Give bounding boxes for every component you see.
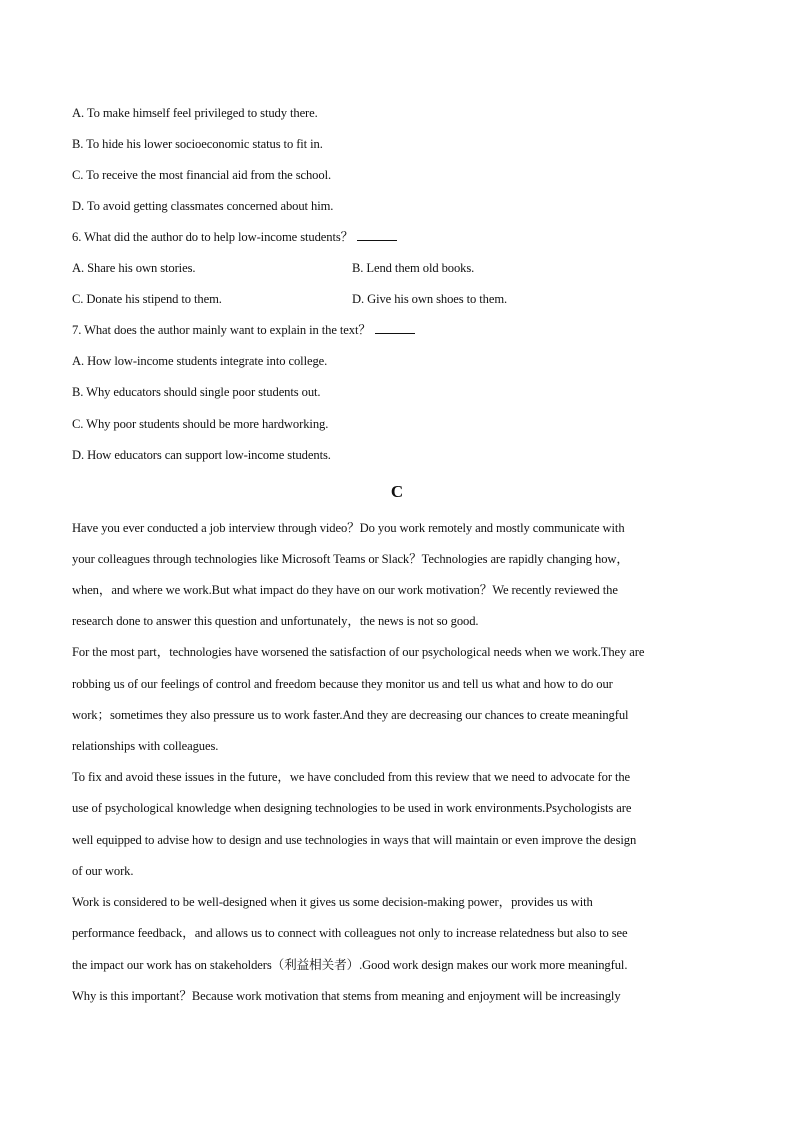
passage-line: Why is this important？Because work motivation that stems from meaning and enjoyment will be increasingly — [72, 989, 621, 1003]
passage-line: To fix and avoid these issues in the future，we have concluded from this review that we need to advocate for the — [72, 770, 631, 784]
q7-question-text: 7. What does the author mainly want to explain in the text？ — [72, 323, 371, 337]
section-title: C — [390, 482, 404, 501]
q7-option-b: B. Why educators should single poor students out. — [72, 385, 321, 399]
passage-line: your colleagues through technologies like Microsoft Teams or Slack？Technologies are rapidly changing how， — [72, 552, 629, 566]
q6-option-c: C. Donate his stipend to them. — [72, 292, 222, 306]
q7-question — [72, 322, 415, 338]
passage-line: when，and where we work.But what impact do they have on our work motivation？We recently reviewed the — [72, 583, 618, 597]
passage-line: work；sometimes they also pressure us to work faster.And they are decreasing our chances to create meaningful — [72, 708, 629, 722]
q7-option-c: C. Why poor students should be more hardworking. — [72, 417, 329, 431]
passage-line: well equipped to advise how to design and use technologies in ways that will maintain or even improve the design — [72, 833, 637, 847]
q5-option-c: C. To receive the most financial aid from the school. — [72, 168, 332, 182]
q6-answer-blank — [357, 230, 397, 241]
passage-line: For the most part，technologies have worsened the satisfaction of our psychological needs when we work.They are — [72, 645, 645, 659]
q6-option-d: D. Give his own shoes to them. — [352, 292, 508, 306]
q6-question-text: 6. What did the author do to help low-income students？ — [72, 230, 354, 244]
passage-line: performance feedback，and allows us to connect with colleagues not only to increase relatedness but also to see — [72, 926, 628, 940]
q7-option-d: D. How educators can support low-income students. — [72, 448, 331, 462]
q5-option-b: B. To hide his lower socioeconomic status to fit in. — [72, 137, 323, 151]
q6-option-b: B. Lend them old books. — [352, 261, 475, 275]
passage-line: use of psychological knowledge when designing technologies to be used in work environments.Psychologists are — [72, 801, 632, 815]
q7-answer-blank — [375, 323, 415, 334]
passage-line: robbing us of our feelings of control and freedom because they monitor us and tell us what and how to do our — [72, 677, 613, 691]
q5-option-a: A. To make himself feel privileged to study there. — [72, 106, 318, 120]
passage-line: the impact our work has on stakeholders（利益相关者）.Good work design makes our work more meaningful. — [72, 958, 628, 972]
passage-line: of our work. — [72, 864, 134, 878]
q7-option-a: A. How low-income students integrate into college. — [72, 354, 328, 368]
q6-question — [72, 229, 397, 245]
passage-line: research done to answer this question and unfortunately，the news is not so good. — [72, 614, 479, 628]
q5-option-d: D. To avoid getting classmates concerned about him. — [72, 199, 334, 213]
passage-line: relationships with colleagues. — [72, 739, 219, 753]
passage-line: Work is considered to be well-designed when it gives us some decision-making power，provides us with — [72, 895, 593, 909]
q6-option-a: A. Share his own stories. — [72, 261, 196, 275]
passage-line: Have you ever conducted a job interview through video？Do you work remotely and mostly communicate with — [72, 521, 625, 535]
